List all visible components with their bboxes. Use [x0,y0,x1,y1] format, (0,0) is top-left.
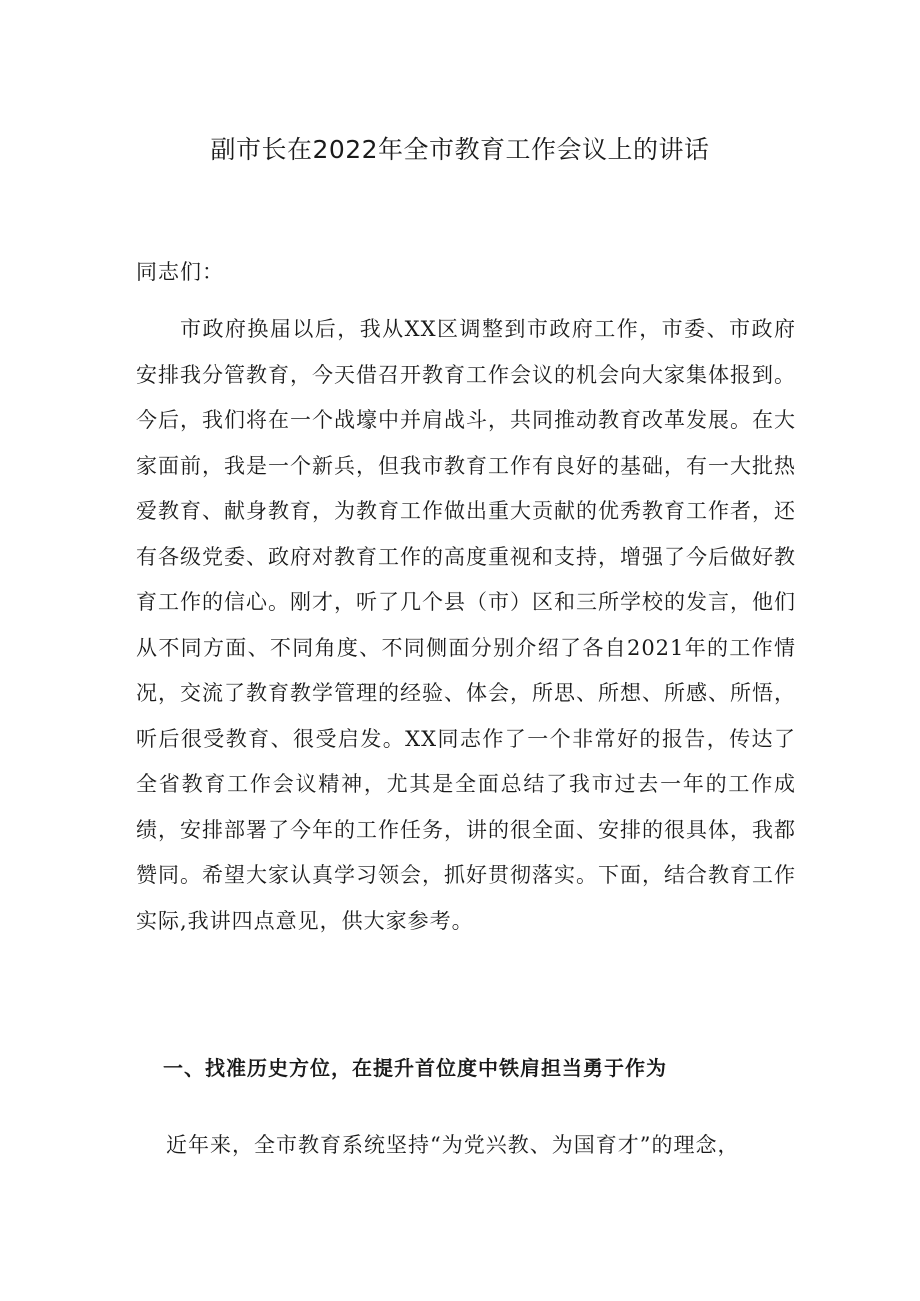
salutation: 同志们： [136,260,224,284]
document-title: 副市长在2022年全市教育工作会议上的讲话 [210,135,710,164]
section-heading-1: 一、找准历史方位，在提升首位度中铁肩担当勇于作为 [163,1056,667,1080]
body-paragraph-2: 近年来，全市教育系统坚持“为党兴教、为国育才”的理念， [166,1133,740,1157]
body-paragraph-1: 市政府换届以后，我从XX区调整到市政府工作，市委、市政府安排我分管教育，今天借召开教育工作会议的机会向大家集体报到。今后，我们将在一个战壕中并肩战斗，共同推动教育改革发展。在大家面前，我是一个新兵，但我市教育工作有良好的基础，有一大批热爱教育、献身教育，为教育工作做出重大贡献的优秀教育工作者，还有各级党委、政府对教育工作的高度重视和支持，增强了今后做好教育工作的信心。刚才，听了几个县（市）区和三所学校的发言，他们从不同方面、不同角度、不同侧面分别介绍了各自2021年的工作情况，交流了教育教学管理的经验、体会，所思、所想、所感、所悟，听后很受教育、很受启发。XX同志作了一个非常好的报告，传达了全省教育工作会议精神，尤其是全面总结了我市过去一年的工作成绩，安排部署了今年的工作任务，讲的很全面、安排的很具体，我都赞同。希望大家认真学习领会，抓好贯彻落实。下面，结合教育工作实际,我讲四点意见，供大家参考。 [136,317,796,933]
